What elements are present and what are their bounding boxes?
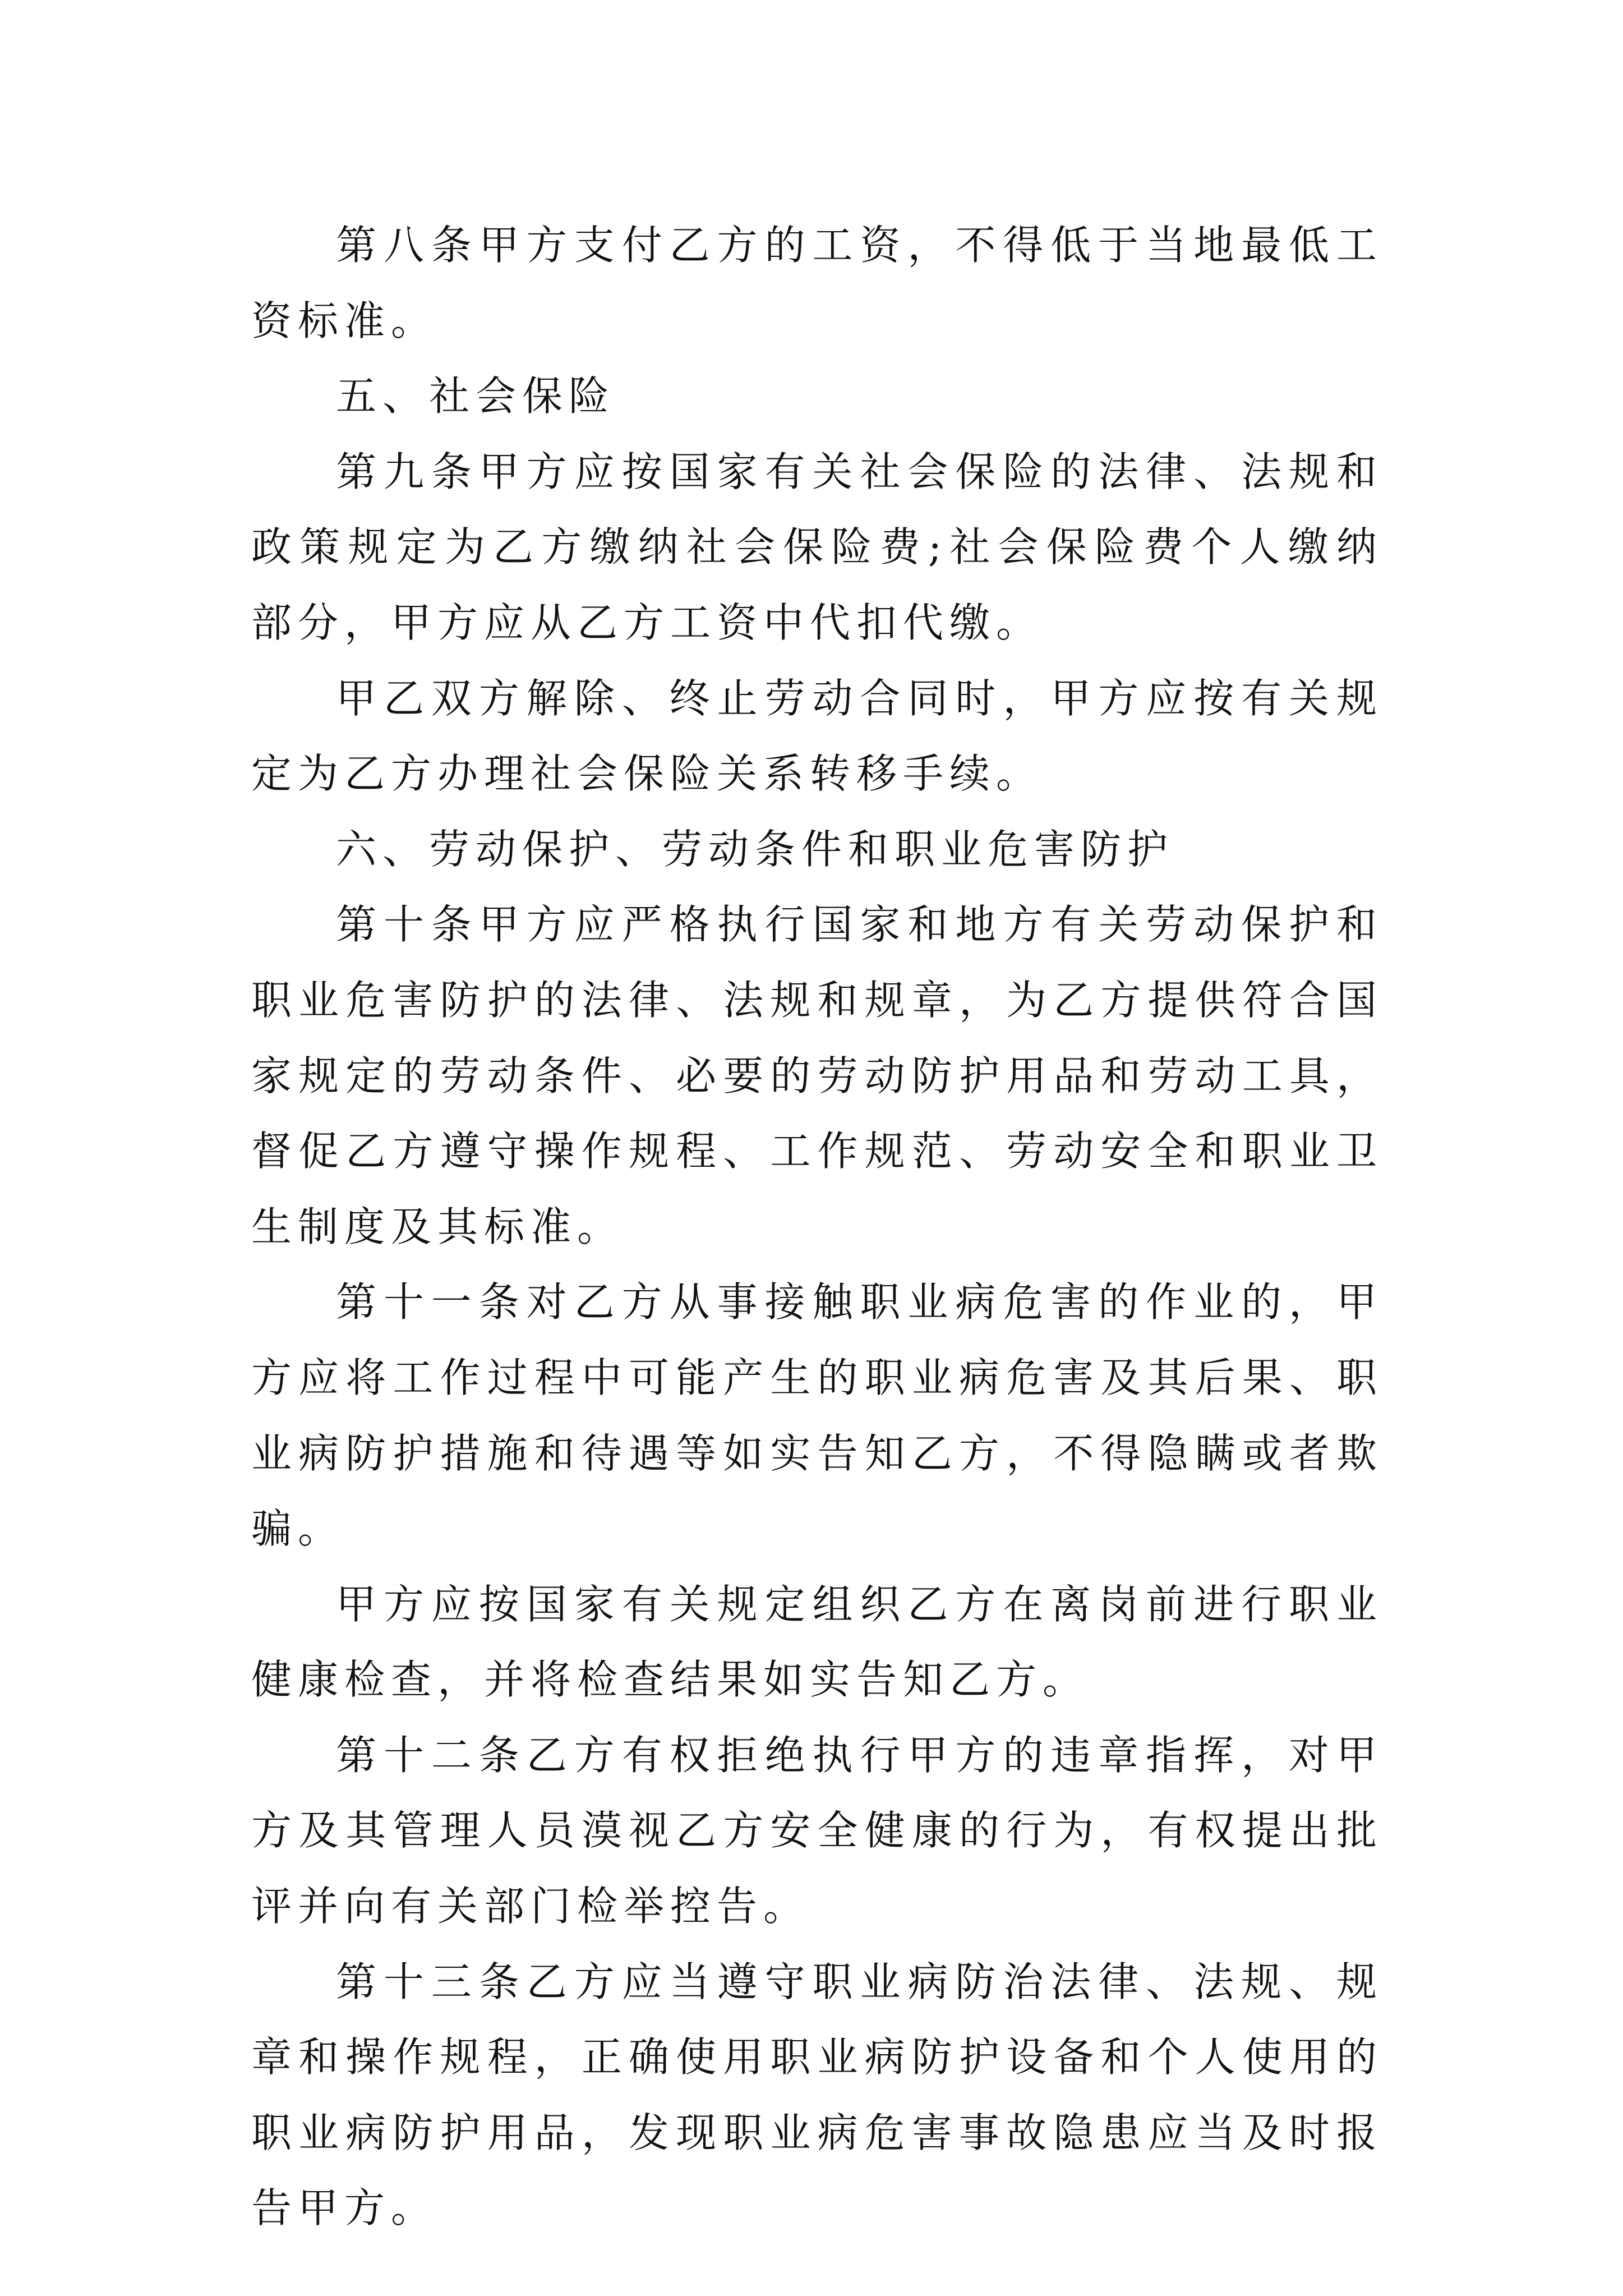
paragraph-health-check: 甲方应按国家有关规定组织乙方在离岗前进行职业健康检查，并将检查结果如实告知乙方。 — [251, 1580, 1383, 1704]
paragraph-article-11: 第十一条对乙方从事接触职业病危害的作业的，甲方应将工作过程中可能产生的职业病危害及其后果、职业病防护措施和待遇等如实告知乙方，不得隐瞒或者欺骗。 — [251, 1278, 1383, 1553]
document-body — [251, 208, 1383, 2246]
paragraph-article-13: 第十三条乙方应当遵守职业病防治法律、法规、规章和操作规程，正确使用职业病防护设备和个人使用的职业病防护用品，发现职业病危害事故隐患应当及时报告甲方。 — [251, 1958, 1383, 2232]
paragraph-article-8: 第八条甲方支付乙方的工资，不得低于当地最低工资标准。 — [251, 222, 1383, 344]
paragraph-insurance-transfer: 甲乙双方解除、终止劳动合同时，甲方应按有关规定为乙方办理社会保险关系转移手续。 — [251, 674, 1383, 798]
section-heading-labor-protection: 六、劳动保护、劳动条件和职业危害防护 — [336, 825, 1174, 873]
paragraph-article-9: 第九条甲方应按国家有关社会保险的法律、法规和政策规定为乙方缴纳社会保险费;社会保险费个人缴纳部分，甲方应从乙方工资中代扣代缴。 — [251, 448, 1383, 646]
paragraph-article-12: 第十二条乙方有权拒绝执行甲方的违章指挥，对甲方及其管理人员漠视乙方安全健康的行为，有权提出批评并向有关部门检举控告。 — [251, 1731, 1383, 1930]
paragraph-article-10: 第十条甲方应严格执行国家和地方有关劳动保护和职业危害防护的法律、法规和规章，为乙方提供符合国家规定的劳动条件、必要的劳动防护用品和劳动工具，督促乙方遵守操作规程、工作规范、劳动安全和职业卫生制度及其标准。 — [251, 901, 1383, 1250]
section-heading-social-insurance: 五、社会保险 — [336, 372, 616, 420]
